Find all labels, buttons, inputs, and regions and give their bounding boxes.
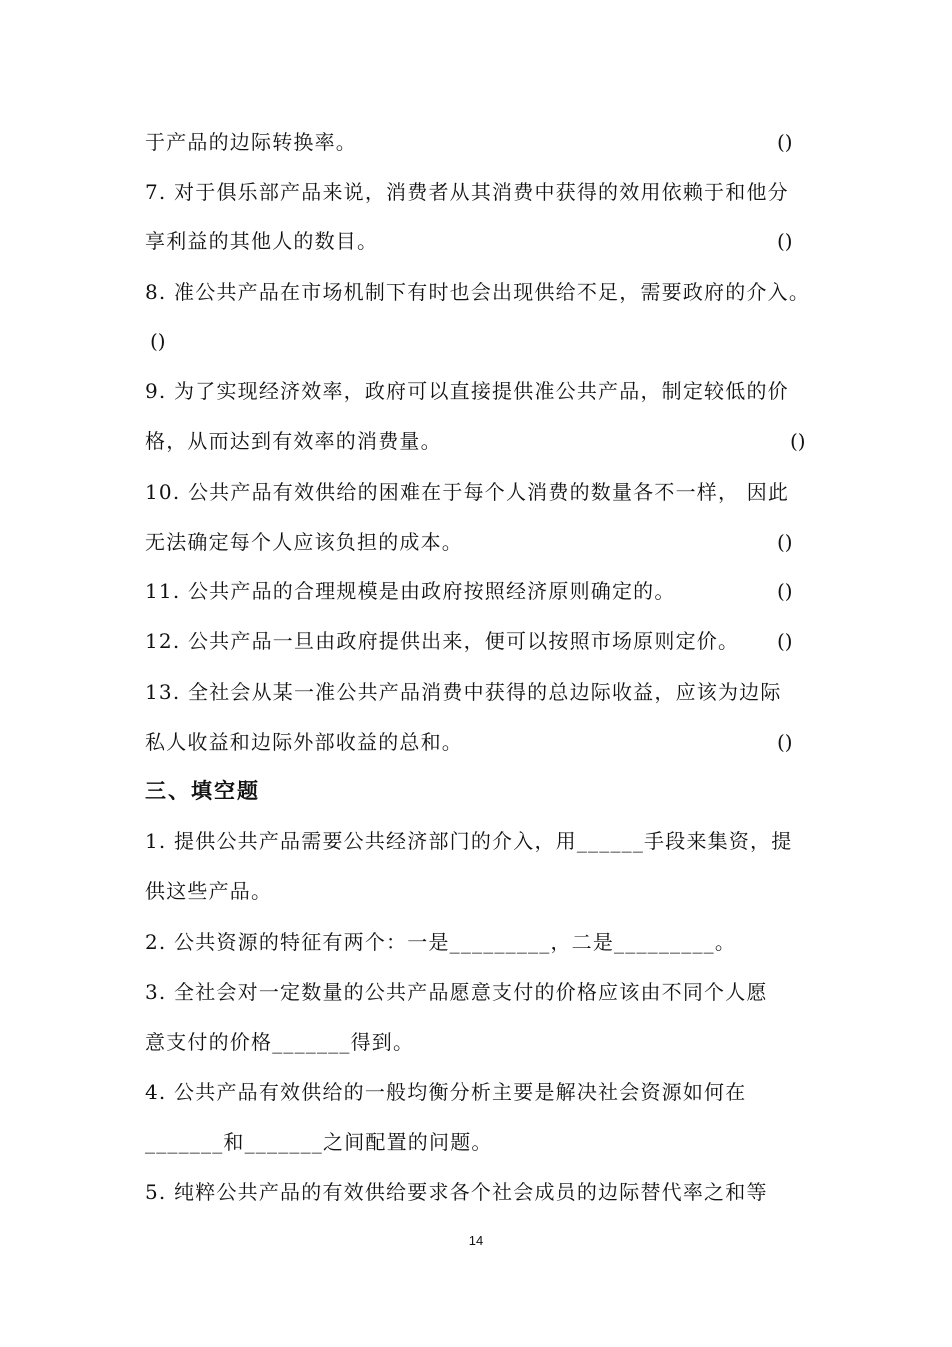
text-line: 10. 公共产品有效供给的困难在于每个人消费的数量各不一样， 因此 — [145, 480, 790, 504]
text-line: _______和_______之间配置的问题。 — [145, 1130, 493, 1154]
answer-paren: () — [150, 329, 166, 353]
text-line: 私人收益和边际外部收益的总和。 — [145, 730, 463, 754]
text-line: 4. 公共产品有效供给的一般均衡分析主要是解决社会资源如何在 — [145, 1080, 747, 1104]
text-line: 12. 公共产品一旦由政府提供出来，便可以按照市场原则定价。 — [145, 629, 740, 653]
page-number: 14 — [468, 1233, 484, 1248]
text-line: 8. 准公共产品在市场机制下有时也会出现供给不足，需要政府的介入。 — [145, 280, 811, 304]
answer-paren: () — [790, 429, 806, 453]
answer-paren: () — [777, 530, 793, 554]
text-line: 无法确定每个人应该负担的成本。 — [145, 530, 463, 554]
text-line: 1. 提供公共产品需要公共经济部门的介入，用______手段来集资，提 — [145, 829, 793, 853]
answer-paren: () — [777, 229, 793, 253]
text-line: 2. 公共资源的特征有两个：一是_________，二是_________。 — [145, 930, 737, 954]
text-line: 5. 纯粹公共产品的有效供给要求各个社会成员的边际替代率之和等 — [145, 1180, 768, 1204]
text-line: 11. 公共产品的合理规模是由政府按照经济原则确定的。 — [145, 579, 676, 603]
text-line: 供这些产品。 — [145, 879, 273, 903]
text-line: 意支付的价格_______得到。 — [145, 1030, 415, 1054]
section-heading: 三、填空题 — [145, 779, 260, 803]
answer-paren: () — [777, 130, 793, 154]
text-line: 13. 全社会从某一准公共产品消费中获得的总边际收益，应该为边际 — [145, 680, 782, 704]
answer-paren: () — [777, 629, 793, 653]
text-line: 享利益的其他人的数目。 — [145, 229, 379, 253]
text-line: 格，从而达到有效率的消费量。 — [145, 429, 442, 453]
answer-paren: () — [777, 730, 793, 754]
text-line: 于产品的边际转换率。 — [145, 130, 357, 154]
text-line: 9. 为了实现经济效率，政府可以直接提供准公共产品，制定较低的价 — [145, 379, 789, 403]
text-line: 7. 对于俱乐部产品来说，消费者从其消费中获得的效用依赖于和他分 — [145, 180, 789, 204]
answer-paren: () — [777, 579, 793, 603]
text-line: 3. 全社会对一定数量的公共产品愿意支付的价格应该由不同个人愿 — [145, 980, 768, 1004]
